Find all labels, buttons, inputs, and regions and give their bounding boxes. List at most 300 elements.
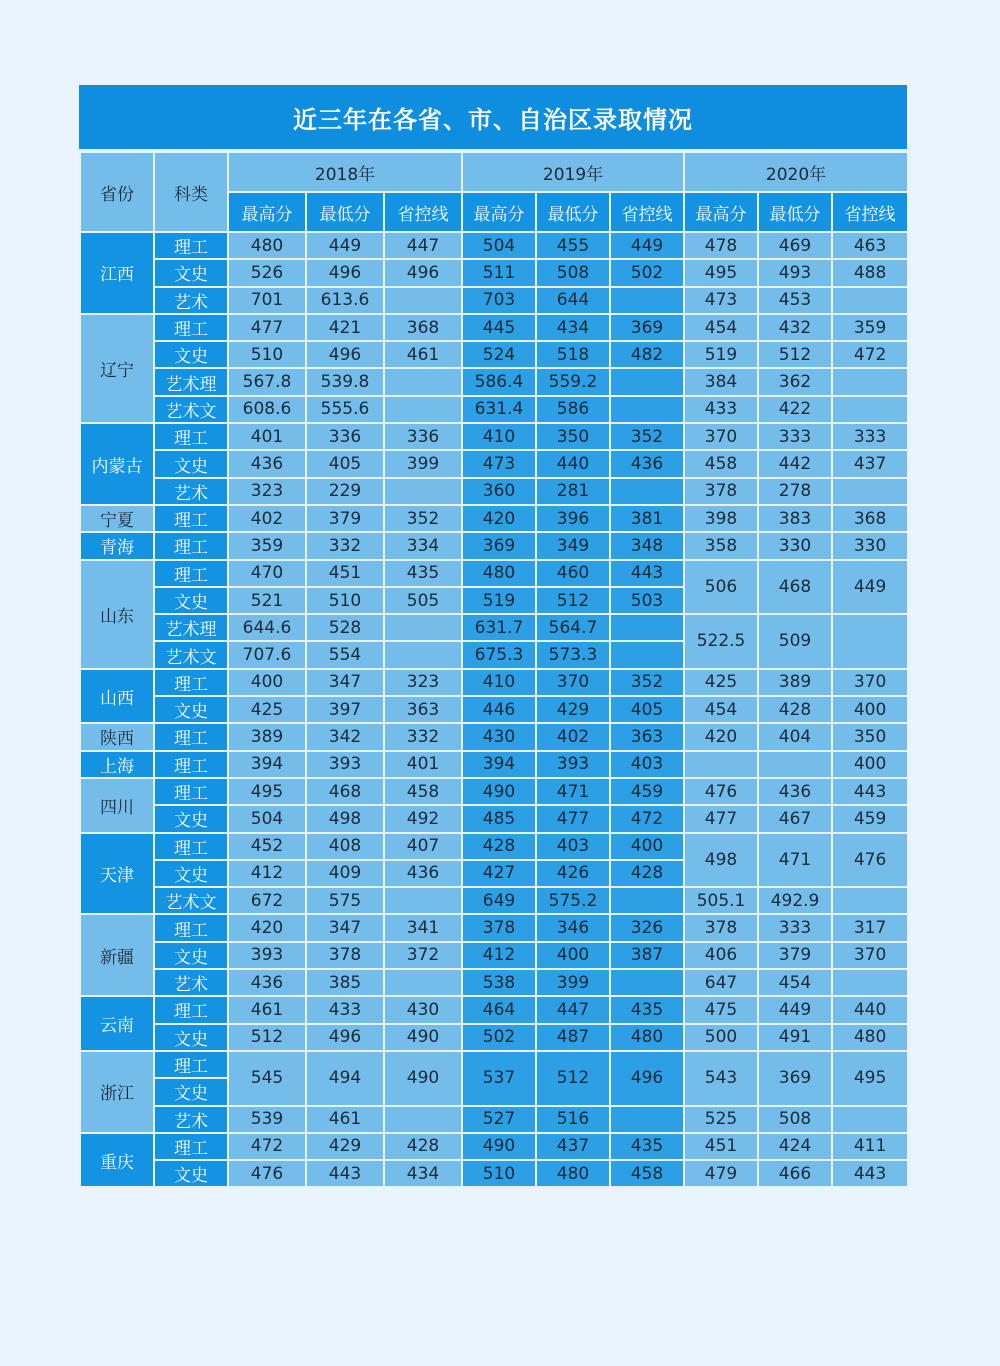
score-min-score: 330 bbox=[758, 532, 832, 559]
table-row bbox=[80, 914, 908, 941]
province-cell: 山东 bbox=[80, 560, 154, 669]
score-min-score: 409 bbox=[306, 860, 384, 887]
score-max-score: 360 bbox=[462, 478, 536, 505]
score-max-score: 505.1 bbox=[684, 887, 758, 914]
score-control-line: 334 bbox=[384, 532, 462, 559]
score-min-score: 429 bbox=[536, 696, 610, 723]
score-max-score: 359 bbox=[228, 532, 306, 559]
table-row bbox=[80, 232, 908, 259]
score-max-score: 495 bbox=[684, 259, 758, 286]
score-control-line bbox=[832, 1106, 908, 1133]
score-control-line: 352 bbox=[610, 423, 684, 450]
score-max-score: 631.4 bbox=[462, 396, 536, 423]
table-row bbox=[80, 1106, 908, 1133]
score-control-line: 459 bbox=[610, 778, 684, 805]
score-max-score: 378 bbox=[684, 914, 758, 941]
score-control-line: 480 bbox=[610, 1024, 684, 1051]
score-max-score: 524 bbox=[462, 341, 536, 368]
score-min-score: 564.7 bbox=[536, 614, 610, 641]
score-control-line: 405 bbox=[610, 696, 684, 723]
table-row bbox=[80, 450, 908, 477]
category-cell: 理工 bbox=[154, 1051, 228, 1078]
table-row bbox=[80, 751, 908, 778]
category-cell: 艺术 bbox=[154, 287, 228, 314]
score-control-line: 381 bbox=[610, 505, 684, 532]
score-control-line: 326 bbox=[610, 914, 684, 941]
table-row bbox=[80, 368, 908, 395]
score-max-score: 410 bbox=[462, 669, 536, 696]
score-control-line: 370 bbox=[832, 942, 908, 969]
score-max-score bbox=[684, 751, 758, 778]
score-control-line: 443 bbox=[610, 560, 684, 587]
score-control-line bbox=[832, 396, 908, 423]
province-cell: 新疆 bbox=[80, 914, 154, 996]
score-max-score: 543 bbox=[684, 1051, 758, 1106]
score-max-score: 454 bbox=[684, 696, 758, 723]
score-min-score: 487 bbox=[536, 1024, 610, 1051]
score-max-score: 436 bbox=[228, 450, 306, 477]
score-min-score: 539.8 bbox=[306, 368, 384, 395]
category-cell: 艺术 bbox=[154, 1106, 228, 1133]
score-min-score: 498 bbox=[306, 805, 384, 832]
score-max-score: 410 bbox=[462, 423, 536, 450]
score-max-score: 436 bbox=[228, 969, 306, 996]
category-cell: 理工 bbox=[154, 833, 228, 860]
score-max-score: 480 bbox=[462, 560, 536, 587]
score-max-score: 539 bbox=[228, 1106, 306, 1133]
province-cell: 四川 bbox=[80, 778, 154, 833]
score-control-line bbox=[384, 368, 462, 395]
score-control-line bbox=[384, 287, 462, 314]
category-cell: 艺术理 bbox=[154, 614, 228, 641]
score-min-score: 447 bbox=[536, 996, 610, 1023]
score-control-line: 401 bbox=[384, 751, 462, 778]
category-cell: 文史 bbox=[154, 860, 228, 887]
province-cell: 辽宁 bbox=[80, 314, 154, 423]
score-min-score: 455 bbox=[536, 232, 610, 259]
score-control-line: 495 bbox=[832, 1051, 908, 1106]
score-max-score: 476 bbox=[228, 1160, 306, 1187]
table-row bbox=[80, 833, 908, 860]
score-max-score: 412 bbox=[462, 942, 536, 969]
score-min-score: 586 bbox=[536, 396, 610, 423]
score-control-line: 332 bbox=[384, 723, 462, 750]
score-max-score: 631.7 bbox=[462, 614, 536, 641]
score-max-score: 490 bbox=[462, 1133, 536, 1160]
score-control-line: 447 bbox=[384, 232, 462, 259]
score-max-score: 512 bbox=[228, 1024, 306, 1051]
score-max-score: 477 bbox=[684, 805, 758, 832]
score-min-score: 229 bbox=[306, 478, 384, 505]
score-max-score: 498 bbox=[684, 833, 758, 888]
score-min-score: 393 bbox=[306, 751, 384, 778]
score-control-line: 459 bbox=[832, 805, 908, 832]
score-max-score: 400 bbox=[228, 669, 306, 696]
score-min-score: 383 bbox=[758, 505, 832, 532]
score-min-score: 492.9 bbox=[758, 887, 832, 914]
score-min-score: 393 bbox=[536, 751, 610, 778]
score-control-line: 472 bbox=[832, 341, 908, 368]
category-cell: 理工 bbox=[154, 996, 228, 1023]
score-min-score: 347 bbox=[306, 914, 384, 941]
score-control-line: 449 bbox=[832, 560, 908, 615]
score-control-line: 449 bbox=[610, 232, 684, 259]
province-cell: 江西 bbox=[80, 232, 154, 314]
category-cell: 理工 bbox=[154, 532, 228, 559]
score-max-score: 420 bbox=[462, 505, 536, 532]
table-row bbox=[80, 423, 908, 450]
score-max-score: 464 bbox=[462, 996, 536, 1023]
province-cell: 上海 bbox=[80, 751, 154, 778]
score-max-score: 473 bbox=[462, 450, 536, 477]
score-max-score: 358 bbox=[684, 532, 758, 559]
score-control-line: 348 bbox=[610, 532, 684, 559]
score-control-line: 502 bbox=[610, 259, 684, 286]
score-max-score: 511 bbox=[462, 259, 536, 286]
score-max-score: 510 bbox=[228, 341, 306, 368]
table-row bbox=[80, 969, 908, 996]
score-min-score: 468 bbox=[306, 778, 384, 805]
score-control-line: 434 bbox=[384, 1160, 462, 1187]
score-max-score: 649 bbox=[462, 887, 536, 914]
score-max-score: 703 bbox=[462, 287, 536, 314]
score-control-line bbox=[610, 396, 684, 423]
score-max-score: 446 bbox=[462, 696, 536, 723]
score-control-line: 492 bbox=[384, 805, 462, 832]
score-min-score: 451 bbox=[306, 560, 384, 587]
score-max-score: 425 bbox=[228, 696, 306, 723]
score-max-score: 608.6 bbox=[228, 396, 306, 423]
category-cell: 文史 bbox=[154, 805, 228, 832]
score-control-line: 488 bbox=[832, 259, 908, 286]
score-control-line bbox=[832, 478, 908, 505]
category-cell: 文史 bbox=[154, 696, 228, 723]
score-min-score: 555.6 bbox=[306, 396, 384, 423]
score-max-score: 519 bbox=[684, 341, 758, 368]
category-cell: 艺术文 bbox=[154, 641, 228, 668]
category-cell: 理工 bbox=[154, 505, 228, 532]
score-min-score: 469 bbox=[758, 232, 832, 259]
score-min-score: 518 bbox=[536, 341, 610, 368]
score-min-score: 428 bbox=[758, 696, 832, 723]
score-control-line: 496 bbox=[384, 259, 462, 286]
score-max-score: 647 bbox=[684, 969, 758, 996]
category-cell: 理工 bbox=[154, 669, 228, 696]
score-min-score: 379 bbox=[758, 942, 832, 969]
category-cell: 文史 bbox=[154, 1160, 228, 1187]
score-control-line bbox=[610, 969, 684, 996]
score-max-score: 393 bbox=[228, 942, 306, 969]
table-row bbox=[80, 614, 908, 641]
score-min-score: 349 bbox=[536, 532, 610, 559]
category-cell: 理工 bbox=[154, 1133, 228, 1160]
score-min-score: 346 bbox=[536, 914, 610, 941]
score-min-score: 440 bbox=[536, 450, 610, 477]
score-max-score: 490 bbox=[462, 778, 536, 805]
header-control-line: 省控线 bbox=[384, 192, 462, 232]
score-control-line: 482 bbox=[610, 341, 684, 368]
score-max-score: 461 bbox=[228, 996, 306, 1023]
score-min-score: 494 bbox=[306, 1051, 384, 1106]
score-control-line: 472 bbox=[610, 805, 684, 832]
score-control-line bbox=[384, 887, 462, 914]
category-cell: 艺术 bbox=[154, 969, 228, 996]
score-min-score: 559.2 bbox=[536, 368, 610, 395]
score-max-score: 401 bbox=[228, 423, 306, 450]
score-control-line: 372 bbox=[384, 942, 462, 969]
score-control-line: 317 bbox=[832, 914, 908, 941]
score-max-score: 452 bbox=[228, 833, 306, 860]
category-cell: 理工 bbox=[154, 723, 228, 750]
score-min-score: 278 bbox=[758, 478, 832, 505]
score-max-score: 394 bbox=[228, 751, 306, 778]
admission-scores-table bbox=[79, 151, 909, 1188]
score-control-line: 458 bbox=[610, 1160, 684, 1187]
score-control-line: 341 bbox=[384, 914, 462, 941]
score-min-score: 424 bbox=[758, 1133, 832, 1160]
score-control-line: 443 bbox=[832, 1160, 908, 1187]
table-row bbox=[80, 669, 908, 696]
score-max-score: 412 bbox=[228, 860, 306, 887]
score-control-line bbox=[610, 1106, 684, 1133]
score-control-line: 435 bbox=[384, 560, 462, 587]
score-control-line: 503 bbox=[610, 587, 684, 614]
score-control-line: 336 bbox=[384, 423, 462, 450]
category-cell: 艺术理 bbox=[154, 368, 228, 395]
score-min-score: 433 bbox=[306, 996, 384, 1023]
header-year-2018: 2018年 bbox=[228, 152, 462, 192]
score-min-score: 516 bbox=[536, 1106, 610, 1133]
score-max-score: 430 bbox=[462, 723, 536, 750]
header-control-line: 省控线 bbox=[610, 192, 684, 232]
score-min-score: 613.6 bbox=[306, 287, 384, 314]
score-max-score: 707.6 bbox=[228, 641, 306, 668]
score-max-score: 420 bbox=[228, 914, 306, 941]
score-max-score: 478 bbox=[684, 232, 758, 259]
score-control-line: 400 bbox=[832, 751, 908, 778]
score-control-line: 350 bbox=[832, 723, 908, 750]
score-control-line bbox=[384, 1106, 462, 1133]
score-control-line: 435 bbox=[610, 996, 684, 1023]
score-control-line: 363 bbox=[610, 723, 684, 750]
table-row bbox=[80, 478, 908, 505]
category-cell: 艺术 bbox=[154, 478, 228, 505]
province-cell: 云南 bbox=[80, 996, 154, 1051]
score-max-score: 545 bbox=[228, 1051, 306, 1106]
score-max-score: 538 bbox=[462, 969, 536, 996]
score-max-score: 502 bbox=[462, 1024, 536, 1051]
score-min-score: 332 bbox=[306, 532, 384, 559]
table-row bbox=[80, 942, 908, 969]
score-max-score: 701 bbox=[228, 287, 306, 314]
score-max-score: 323 bbox=[228, 478, 306, 505]
table-row bbox=[80, 341, 908, 368]
category-cell: 艺术文 bbox=[154, 396, 228, 423]
score-min-score: 510 bbox=[306, 587, 384, 614]
score-max-score: 476 bbox=[684, 778, 758, 805]
header-year-2019: 2019年 bbox=[462, 152, 684, 192]
score-control-line: 387 bbox=[610, 942, 684, 969]
score-min-score bbox=[758, 751, 832, 778]
score-min-score: 467 bbox=[758, 805, 832, 832]
score-min-score: 347 bbox=[306, 669, 384, 696]
header-max-score: 最高分 bbox=[684, 192, 758, 232]
header-province: 省份 bbox=[80, 152, 154, 232]
province-cell: 浙江 bbox=[80, 1051, 154, 1133]
score-control-line: 359 bbox=[832, 314, 908, 341]
category-cell: 文史 bbox=[154, 450, 228, 477]
score-max-score: 425 bbox=[684, 669, 758, 696]
score-control-line: 363 bbox=[384, 696, 462, 723]
score-min-score: 429 bbox=[306, 1133, 384, 1160]
score-min-score: 466 bbox=[758, 1160, 832, 1187]
score-max-score: 433 bbox=[684, 396, 758, 423]
header-category: 科类 bbox=[154, 152, 228, 232]
score-min-score: 508 bbox=[758, 1106, 832, 1133]
score-control-line bbox=[384, 641, 462, 668]
score-control-line: 490 bbox=[384, 1024, 462, 1051]
score-control-line: 443 bbox=[832, 778, 908, 805]
score-max-score: 479 bbox=[684, 1160, 758, 1187]
score-max-score: 475 bbox=[684, 996, 758, 1023]
score-max-score: 495 bbox=[228, 778, 306, 805]
score-min-score: 385 bbox=[306, 969, 384, 996]
score-control-line: 333 bbox=[832, 423, 908, 450]
score-min-score: 442 bbox=[758, 450, 832, 477]
score-max-score: 470 bbox=[228, 560, 306, 587]
score-control-line: 430 bbox=[384, 996, 462, 1023]
score-min-score: 443 bbox=[306, 1160, 384, 1187]
table-row bbox=[80, 396, 908, 423]
score-min-score: 437 bbox=[536, 1133, 610, 1160]
category-cell: 文史 bbox=[154, 1078, 228, 1105]
score-min-score: 554 bbox=[306, 641, 384, 668]
score-min-score: 512 bbox=[536, 1051, 610, 1106]
score-min-score: 573.3 bbox=[536, 641, 610, 668]
score-min-score: 396 bbox=[536, 505, 610, 532]
category-cell: 理工 bbox=[154, 914, 228, 941]
score-control-line: 368 bbox=[384, 314, 462, 341]
table-row bbox=[80, 287, 908, 314]
table-row bbox=[80, 259, 908, 286]
score-control-line: 428 bbox=[610, 860, 684, 887]
category-cell: 文史 bbox=[154, 1024, 228, 1051]
score-max-score: 567.8 bbox=[228, 368, 306, 395]
score-control-line: 323 bbox=[384, 669, 462, 696]
score-max-score: 644.6 bbox=[228, 614, 306, 641]
score-control-line: 368 bbox=[832, 505, 908, 532]
score-max-score: 378 bbox=[462, 914, 536, 941]
score-control-line: 330 bbox=[832, 532, 908, 559]
score-control-line: 428 bbox=[384, 1133, 462, 1160]
score-min-score: 422 bbox=[758, 396, 832, 423]
score-min-score: 471 bbox=[758, 833, 832, 888]
province-cell: 内蒙古 bbox=[80, 423, 154, 505]
score-max-score: 384 bbox=[684, 368, 758, 395]
score-control-line bbox=[832, 368, 908, 395]
score-min-score: 379 bbox=[306, 505, 384, 532]
score-max-score: 480 bbox=[228, 232, 306, 259]
category-cell: 文史 bbox=[154, 942, 228, 969]
score-control-line: 407 bbox=[384, 833, 462, 860]
score-control-line: 435 bbox=[610, 1133, 684, 1160]
score-min-score: 389 bbox=[758, 669, 832, 696]
score-min-score: 434 bbox=[536, 314, 610, 341]
province-cell: 天津 bbox=[80, 833, 154, 915]
score-control-line: 370 bbox=[832, 669, 908, 696]
score-min-score: 454 bbox=[758, 969, 832, 996]
score-max-score: 398 bbox=[684, 505, 758, 532]
score-min-score: 449 bbox=[758, 996, 832, 1023]
score-max-score: 420 bbox=[684, 723, 758, 750]
score-max-score: 586.4 bbox=[462, 368, 536, 395]
score-max-score: 402 bbox=[228, 505, 306, 532]
header-min-score: 最低分 bbox=[758, 192, 832, 232]
score-control-line: 505 bbox=[384, 587, 462, 614]
score-min-score: 460 bbox=[536, 560, 610, 587]
header-min-score: 最低分 bbox=[536, 192, 610, 232]
table-row bbox=[80, 532, 908, 559]
score-min-score: 378 bbox=[306, 942, 384, 969]
header-max-score: 最高分 bbox=[228, 192, 306, 232]
header-min-score: 最低分 bbox=[306, 192, 384, 232]
score-min-score: 449 bbox=[306, 232, 384, 259]
score-max-score: 537 bbox=[462, 1051, 536, 1106]
score-control-line: 480 bbox=[832, 1024, 908, 1051]
score-max-score: 500 bbox=[684, 1024, 758, 1051]
score-max-score: 428 bbox=[462, 833, 536, 860]
score-min-score: 491 bbox=[758, 1024, 832, 1051]
score-min-score: 404 bbox=[758, 723, 832, 750]
header-max-score: 最高分 bbox=[462, 192, 536, 232]
score-max-score: 389 bbox=[228, 723, 306, 750]
score-min-score: 399 bbox=[536, 969, 610, 996]
province-cell: 山西 bbox=[80, 669, 154, 724]
score-control-line bbox=[610, 641, 684, 668]
score-control-line bbox=[610, 614, 684, 641]
category-cell: 文史 bbox=[154, 341, 228, 368]
score-control-line bbox=[384, 478, 462, 505]
score-control-line bbox=[832, 887, 908, 914]
score-control-line: 403 bbox=[610, 751, 684, 778]
table-row bbox=[80, 805, 908, 832]
score-max-score: 510 bbox=[462, 1160, 536, 1187]
score-min-score: 350 bbox=[536, 423, 610, 450]
score-control-line bbox=[832, 287, 908, 314]
score-min-score: 509 bbox=[758, 614, 832, 669]
score-min-score: 512 bbox=[758, 341, 832, 368]
score-control-line: 463 bbox=[832, 232, 908, 259]
score-max-score: 527 bbox=[462, 1106, 536, 1133]
table-row bbox=[80, 996, 908, 1023]
table-row bbox=[80, 723, 908, 750]
score-control-line bbox=[384, 614, 462, 641]
score-control-line: 352 bbox=[384, 505, 462, 532]
table-row bbox=[80, 505, 908, 532]
score-min-score: 369 bbox=[758, 1051, 832, 1106]
score-min-score: 426 bbox=[536, 860, 610, 887]
province-cell: 宁夏 bbox=[80, 505, 154, 532]
score-min-score: 575 bbox=[306, 887, 384, 914]
score-min-score: 471 bbox=[536, 778, 610, 805]
score-max-score: 519 bbox=[462, 587, 536, 614]
category-cell: 文史 bbox=[154, 259, 228, 286]
score-control-line: 411 bbox=[832, 1133, 908, 1160]
province-cell: 青海 bbox=[80, 532, 154, 559]
score-min-score: 333 bbox=[758, 914, 832, 941]
score-min-score: 493 bbox=[758, 259, 832, 286]
category-cell: 理工 bbox=[154, 751, 228, 778]
